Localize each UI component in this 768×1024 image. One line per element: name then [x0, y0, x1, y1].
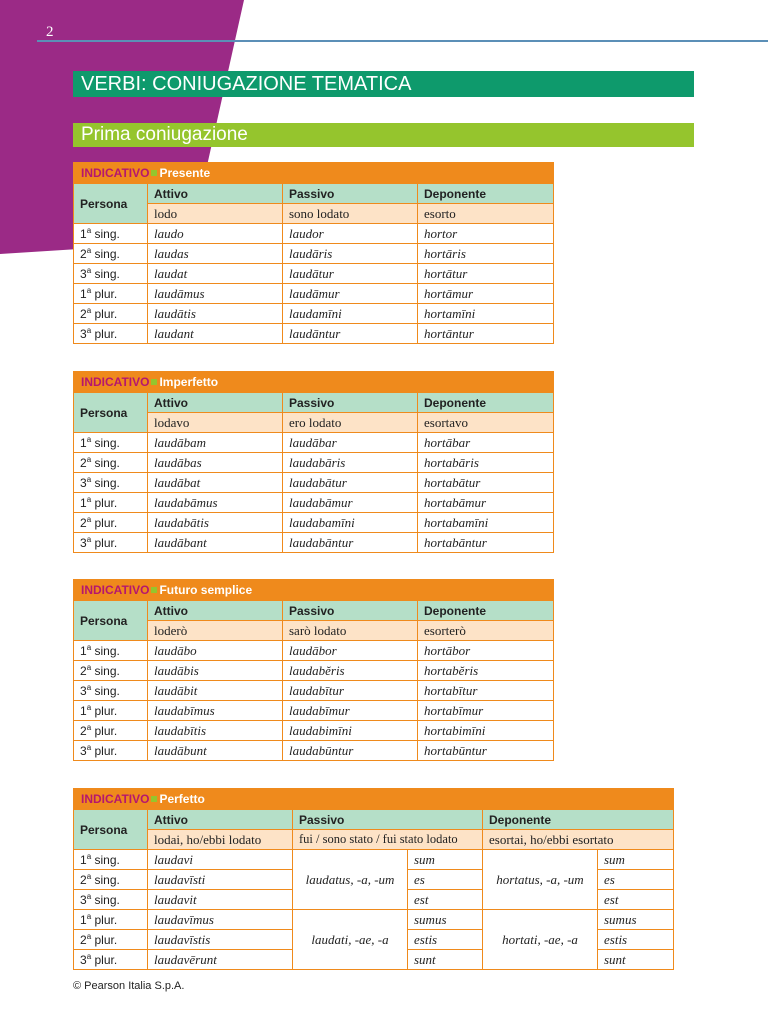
person-number-type: sing. [91, 643, 120, 658]
person-number: 2 [80, 663, 87, 678]
person-number: 1 [80, 226, 87, 241]
person-label [74, 681, 148, 701]
column-header-passivo: Passivo [293, 810, 483, 830]
person-number: 1 [80, 286, 87, 301]
person-label [74, 890, 148, 910]
column-header-passivo: Passivo [283, 393, 418, 413]
person-ordinal: a [86, 245, 92, 255]
auxiliary-form: es [408, 870, 483, 890]
section-subtitle: Prima coniugazione [73, 123, 694, 147]
person-ordinal: a [86, 434, 92, 444]
bullet-icon [151, 379, 157, 385]
column-header-attivo: Attivo [148, 810, 293, 830]
person-label [74, 433, 148, 453]
persona-header: Persona [74, 393, 148, 433]
auxiliary-form: sumus [598, 910, 674, 930]
verb-form: laudavīstis [148, 930, 293, 950]
table-row [74, 721, 554, 741]
auxiliary-form: est [408, 890, 483, 910]
translation-attivo: loderò [148, 621, 283, 641]
person-number-type: sing. [91, 246, 120, 261]
auxiliary-form: es [598, 870, 674, 890]
verb-form: laudabūntur [283, 741, 418, 761]
person-label [74, 533, 148, 553]
table-row [74, 533, 554, 553]
verb-form: hortabātur [418, 473, 554, 493]
persona-header: Persona [74, 810, 148, 850]
verb-form: laudabāris [283, 453, 418, 473]
person-label [74, 741, 148, 761]
verb-form: hortābor [418, 641, 554, 661]
person-ordinal: a [86, 325, 92, 335]
person-number-type: plur. [91, 912, 118, 927]
person-number-type: plur. [91, 286, 118, 301]
verb-form: laudābat [148, 473, 283, 493]
person-number-type: sing. [91, 683, 120, 698]
table-row [74, 304, 554, 324]
verb-form: hortabāris [418, 453, 554, 473]
person-label [74, 641, 148, 661]
mood-label: INDICATIVO [81, 375, 150, 389]
person-ordinal: a [86, 265, 92, 275]
person-number-type: plur. [91, 703, 118, 718]
verb-form: laudant [148, 324, 283, 344]
table-row [74, 701, 554, 721]
person-number: 3 [80, 952, 87, 967]
verb-form: hortamīni [418, 304, 554, 324]
verb-form: laudabāntur [283, 533, 418, 553]
person-number: 2 [80, 515, 87, 530]
persona-header: Persona [74, 601, 148, 641]
person-number-type: sing. [91, 872, 120, 887]
deponent-participle: hortati, -ae, -a [483, 910, 598, 970]
person-ordinal: a [86, 931, 92, 941]
verb-form: laudābis [148, 661, 283, 681]
person-number-type: plur. [91, 743, 118, 758]
table-row [74, 244, 554, 264]
auxiliary-form: est [598, 890, 674, 910]
table-row [74, 513, 554, 533]
persona-header: Persona [74, 184, 148, 224]
person-label [74, 910, 148, 930]
person-label [74, 850, 148, 870]
table-row [74, 910, 674, 930]
person-ordinal: a [86, 305, 92, 315]
person-ordinal: a [86, 454, 92, 464]
table-row [74, 264, 554, 284]
translation-passivo: ero lodato [283, 413, 418, 433]
person-number: 1 [80, 435, 87, 450]
person-label [74, 513, 148, 533]
person-ordinal: a [86, 851, 92, 861]
tense-label: Presente [159, 166, 211, 180]
person-number: 3 [80, 535, 87, 550]
section-header [74, 580, 554, 601]
verb-form: laudābit [148, 681, 283, 701]
person-number-type: plur. [91, 932, 118, 947]
verb-form: hortabamīni [418, 513, 554, 533]
person-number-type: plur. [91, 535, 118, 550]
verb-form: laudabāmur [283, 493, 418, 513]
person-number: 2 [80, 872, 87, 887]
translation-passivo: sarò lodato [283, 621, 418, 641]
person-ordinal: a [86, 702, 92, 712]
verb-form: laudabātis [148, 513, 283, 533]
person-number: 2 [80, 932, 87, 947]
table-row [74, 681, 554, 701]
passive-participle: laudatus, -a, -um [293, 850, 408, 910]
column-header-deponente: Deponente [418, 393, 554, 413]
verb-form: laudāris [283, 244, 418, 264]
person-label [74, 721, 148, 741]
person-number: 3 [80, 743, 87, 758]
person-number-type: sing. [91, 226, 120, 241]
person-label [74, 661, 148, 681]
verb-form: laudāmur [283, 284, 418, 304]
auxiliary-form: sum [598, 850, 674, 870]
person-number: 1 [80, 852, 87, 867]
auxiliary-form: sumus [408, 910, 483, 930]
verb-form: hortor [418, 224, 554, 244]
verb-form: hortabāntur [418, 533, 554, 553]
person-number: 1 [80, 495, 87, 510]
verb-form: laudābant [148, 533, 283, 553]
verb-form: laudābas [148, 453, 283, 473]
top-rule [37, 40, 768, 42]
person-number-type: plur. [91, 952, 118, 967]
mood-label: INDICATIVO [81, 792, 150, 806]
person-number: 2 [80, 306, 87, 321]
verb-form: laudābar [283, 433, 418, 453]
verb-form: laudavīmus [148, 910, 293, 930]
verb-form: hortabītur [418, 681, 554, 701]
person-ordinal: a [86, 662, 92, 672]
verb-form: laudavi [148, 850, 293, 870]
person-label [74, 870, 148, 890]
translation-attivo: lodai, ho/ebbi lodato [148, 830, 293, 850]
table-perfetto [73, 788, 674, 970]
table-row [74, 493, 554, 513]
person-ordinal: a [86, 742, 92, 752]
person-ordinal: a [86, 951, 92, 961]
copyright-footer: © Pearson Italia S.p.A. [73, 980, 185, 992]
table-presente [73, 162, 554, 344]
translation-passivo: fui / sono stato / fui stato lodato [293, 830, 483, 850]
verb-form: hortabūntur [418, 741, 554, 761]
translation-deponente: esortavo [418, 413, 554, 433]
section-header [74, 372, 554, 393]
person-number: 1 [80, 912, 87, 927]
person-label [74, 473, 148, 493]
person-ordinal: a [86, 911, 92, 921]
column-header-attivo: Attivo [148, 601, 283, 621]
verb-form: laudabamīni [283, 513, 418, 533]
person-number-type: plur. [91, 495, 118, 510]
table-row [74, 661, 554, 681]
person-label [74, 244, 148, 264]
person-ordinal: a [86, 285, 92, 295]
column-header-passivo: Passivo [283, 601, 418, 621]
person-number: 3 [80, 892, 87, 907]
person-ordinal: a [86, 494, 92, 504]
person-number: 2 [80, 246, 87, 261]
verb-form: hortātur [418, 264, 554, 284]
verb-form: laudabīmur [283, 701, 418, 721]
verb-form: hortāntur [418, 324, 554, 344]
verb-form: laudāntur [283, 324, 418, 344]
person-label [74, 304, 148, 324]
table-imperfetto [73, 371, 554, 553]
verb-form: laudabimīni [283, 721, 418, 741]
table-futuro-semplice [73, 579, 554, 761]
verb-form: laudat [148, 264, 283, 284]
person-ordinal: a [86, 514, 92, 524]
verb-form: laudāmus [148, 284, 283, 304]
person-ordinal: a [86, 722, 92, 732]
verb-form: laudavit [148, 890, 293, 910]
table-row [74, 473, 554, 493]
verb-form: laudabĕris [283, 661, 418, 681]
auxiliary-form: estis [598, 930, 674, 950]
table-row [74, 433, 554, 453]
translation-deponente: esorterò [418, 621, 554, 641]
person-ordinal: a [86, 871, 92, 881]
person-number-type: sing. [91, 455, 120, 470]
person-number-type: sing. [91, 892, 120, 907]
verb-form: hortabimīni [418, 721, 554, 741]
table-row [74, 850, 674, 870]
person-number-type: plur. [91, 723, 118, 738]
person-label [74, 930, 148, 950]
person-number: 3 [80, 475, 87, 490]
verb-form: hortāris [418, 244, 554, 264]
person-number: 2 [80, 455, 87, 470]
bullet-icon [151, 796, 157, 802]
verb-form: laudābam [148, 433, 283, 453]
table-row [74, 224, 554, 244]
verb-form: laudo [148, 224, 283, 244]
person-ordinal: a [86, 682, 92, 692]
tense-label: Futuro semplice [159, 583, 253, 597]
mood-label: INDICATIVO [81, 583, 150, 597]
person-number-type: sing. [91, 852, 120, 867]
person-number-type: plur. [91, 326, 118, 341]
person-number: 3 [80, 266, 87, 281]
person-number: 1 [80, 703, 87, 718]
auxiliary-form: sunt [598, 950, 674, 970]
verb-form: laudabītur [283, 681, 418, 701]
verb-form: hortabīmur [418, 701, 554, 721]
person-number-type: sing. [91, 663, 120, 678]
verb-form: laudas [148, 244, 283, 264]
translation-passivo: sono lodato [283, 204, 418, 224]
table-row [74, 324, 554, 344]
column-header-deponente: Deponente [483, 810, 674, 830]
section-header [74, 163, 554, 184]
column-header-passivo: Passivo [283, 184, 418, 204]
person-ordinal: a [86, 474, 92, 484]
verb-form: laudabītis [148, 721, 283, 741]
table-row [74, 741, 554, 761]
person-number-type: plur. [91, 515, 118, 530]
person-label [74, 950, 148, 970]
person-ordinal: a [86, 642, 92, 652]
translation-attivo: lodavo [148, 413, 283, 433]
verb-form: laudabāmus [148, 493, 283, 513]
auxiliary-form: estis [408, 930, 483, 950]
person-number-type: plur. [91, 306, 118, 321]
tense-label: Perfetto [159, 792, 205, 806]
person-label [74, 264, 148, 284]
table-row [74, 453, 554, 473]
person-label [74, 453, 148, 473]
person-label [74, 284, 148, 304]
auxiliary-form: sum [408, 850, 483, 870]
deponent-participle: hortatus, -a, -um [483, 850, 598, 910]
tense-label: Imperfetto [159, 375, 219, 389]
column-header-attivo: Attivo [148, 184, 283, 204]
verb-form: laudor [283, 224, 418, 244]
verb-form: hortabĕris [418, 661, 554, 681]
verb-form: laudavīsti [148, 870, 293, 890]
person-number: 3 [80, 683, 87, 698]
person-number: 3 [80, 326, 87, 341]
translation-attivo: lodo [148, 204, 283, 224]
section-header [74, 789, 674, 810]
bullet-icon [151, 170, 157, 176]
verb-form: laudābor [283, 641, 418, 661]
person-label [74, 493, 148, 513]
person-label [74, 324, 148, 344]
translation-deponente: esortai, ho/ebbi esortato [483, 830, 674, 850]
person-ordinal: a [86, 225, 92, 235]
person-label [74, 224, 148, 244]
table-row [74, 641, 554, 661]
verb-form: laudamīni [283, 304, 418, 324]
person-number-type: sing. [91, 475, 120, 490]
column-header-attivo: Attivo [148, 393, 283, 413]
person-ordinal: a [86, 891, 92, 901]
page-number: 2 [46, 24, 54, 40]
main-title: VERBI: CONIUGAZIONE TEMATICA [73, 71, 694, 97]
person-number-type: sing. [91, 266, 120, 281]
column-header-deponente: Deponente [418, 184, 554, 204]
verb-form: laudabīmus [148, 701, 283, 721]
auxiliary-form: sunt [408, 950, 483, 970]
person-label [74, 701, 148, 721]
person-ordinal: a [86, 534, 92, 544]
translation-deponente: esorto [418, 204, 554, 224]
column-header-deponente: Deponente [418, 601, 554, 621]
verb-form: hortābar [418, 433, 554, 453]
person-number: 1 [80, 643, 87, 658]
verb-form: laudabātur [283, 473, 418, 493]
verb-form: hortāmur [418, 284, 554, 304]
table-row [74, 284, 554, 304]
passive-participle: laudati, -ae, -a [293, 910, 408, 970]
mood-label: INDICATIVO [81, 166, 150, 180]
person-number: 2 [80, 723, 87, 738]
verb-form: laudābunt [148, 741, 283, 761]
bullet-icon [151, 587, 157, 593]
person-number-type: sing. [91, 435, 120, 450]
verb-form: hortabāmur [418, 493, 554, 513]
verb-form: laudavērunt [148, 950, 293, 970]
verb-form: laudātur [283, 264, 418, 284]
verb-form: laudātis [148, 304, 283, 324]
verb-form: laudābo [148, 641, 283, 661]
